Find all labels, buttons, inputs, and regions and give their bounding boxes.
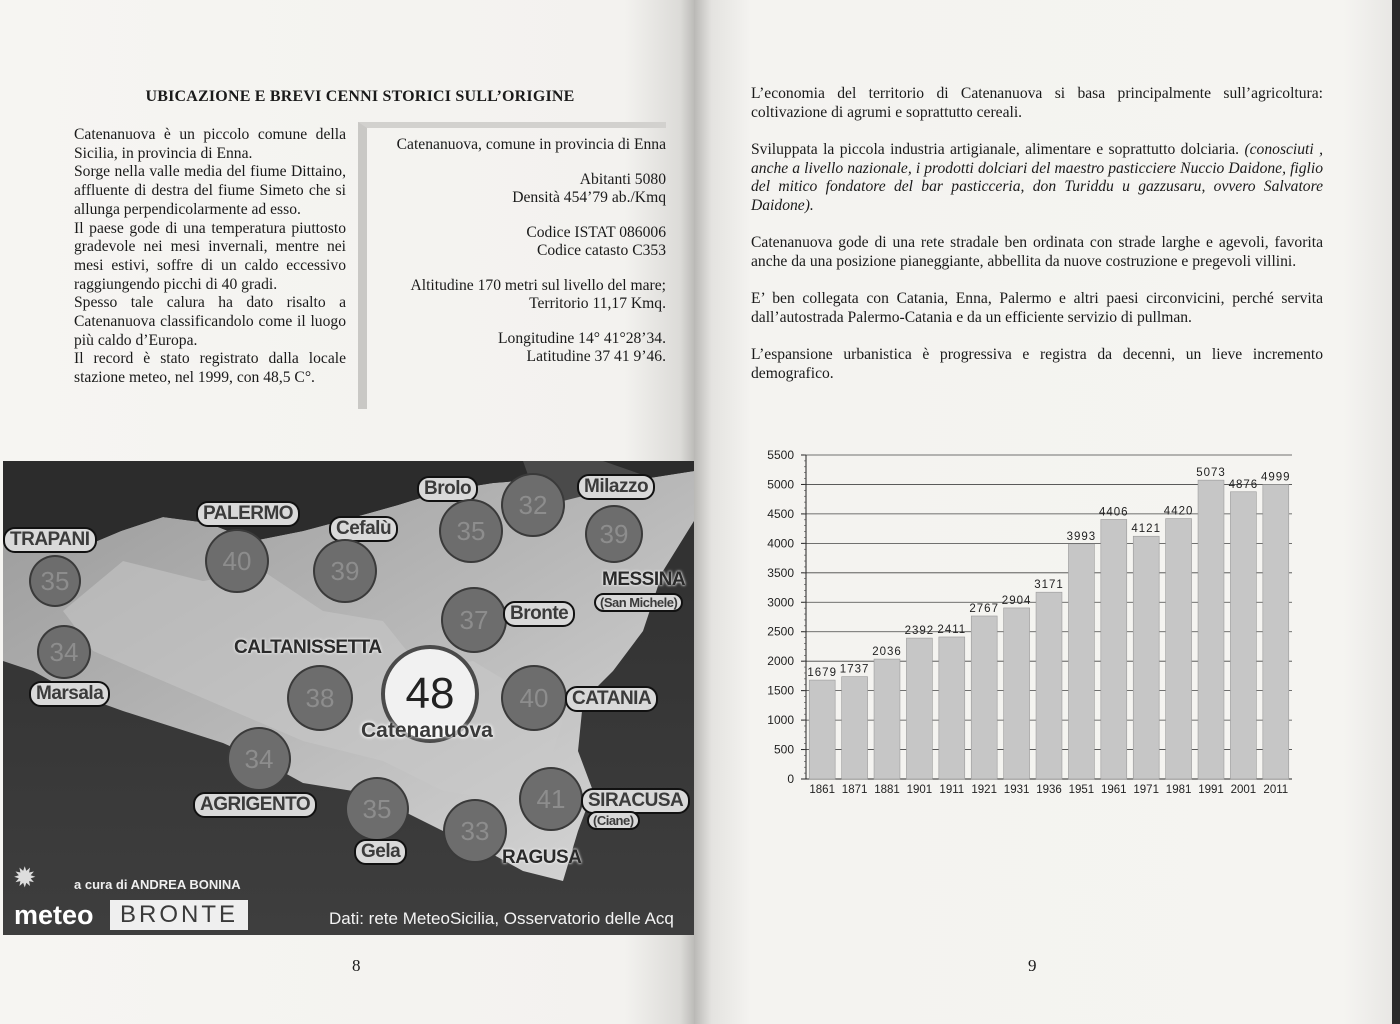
x-tick-label: 1901	[906, 784, 933, 796]
paragraph-industry-main: Sviluppata la piccola industria artigianale, alimentare e soprattutto dolciaria.	[751, 141, 1240, 158]
bar	[971, 616, 997, 779]
y-tick-label: 1500	[767, 683, 794, 698]
bar-value-label: 4406	[1099, 506, 1129, 519]
x-tick-label: 1991	[1198, 784, 1224, 796]
x-tick-label: 1951	[1068, 784, 1095, 796]
section-heading: UBICAZIONE E BREVI CENNI STORICI SULL’ORIGINE	[145, 88, 575, 105]
page-number-left: 8	[352, 956, 361, 975]
page-number-right: 9	[1028, 956, 1037, 975]
city-label-cefalu: Cefalù	[329, 516, 398, 542]
chart-x-axis	[809, 784, 1288, 796]
info-latitudine: Latitudine 37 41 9’46.	[526, 348, 666, 365]
info-coords	[381, 330, 666, 367]
city-label-marsala: Marsala	[29, 681, 110, 707]
info-codes	[381, 224, 666, 261]
bar-value-label: 2411	[937, 623, 967, 636]
temp-badge-bronte: 37	[443, 589, 505, 651]
temp-badge-gela: 35	[347, 779, 407, 839]
intro-paragraph: Il paese gode di una temperatura piuttosto gradevole nei mesi invernali, mentre nei mesi estivi, soffre di un caldo eccessivo raggiungendo picchi di 40 gradi.	[74, 219, 346, 293]
city-label-caltanissetta: CALTANISSETTA	[234, 637, 382, 658]
x-tick-label: 1971	[1133, 784, 1159, 796]
bar-value-label: 1737	[839, 663, 870, 676]
temp-badge-ragusa: 33	[445, 801, 505, 861]
bar	[1133, 536, 1159, 779]
bar	[1230, 492, 1256, 779]
bar	[874, 659, 900, 779]
meteo-bronte-logo	[10, 898, 250, 932]
bar-value-label: 5073	[1196, 467, 1226, 480]
y-tick-label: 2500	[767, 624, 794, 639]
y-tick-label: 4500	[767, 506, 794, 521]
temp-badge-messina: 39	[587, 507, 641, 561]
map-credit: a cura di ANDREA BONINA	[74, 877, 241, 892]
bar	[1036, 592, 1062, 779]
paragraph-urban-expansion: L’espansione urbanistica è progressiva e registra da decenni, un lieve incremento demografico.	[751, 346, 1323, 382]
bar	[1068, 544, 1094, 779]
temp-badge-trapani: 35	[31, 557, 79, 605]
info-comune: Catenanuova, comune in provincia di Enna	[396, 136, 666, 153]
y-tick-label: 1000	[767, 713, 794, 728]
bar	[1166, 519, 1192, 779]
info-geo	[381, 277, 666, 314]
paragraph-industry-note: (conosciuti , anche a livello nazionale, i prodotti dolciari del maestro pasticciere Nuccio Daidone, figlio del mitico fondatore del bar pasticceria, don Turiddu u gazzusaru, ovvero Salvatore Daidone).	[751, 141, 1323, 214]
paragraph-economy: L’economia del territorio di Catenanuova si basa principalmente sull’agricoltura: coltivazione di agrumi e soprattutto cereali.	[751, 85, 1323, 121]
left-page	[0, 0, 694, 1024]
population-bar-chart	[760, 440, 1320, 800]
intro-text	[74, 126, 346, 388]
y-tick-label: 2000	[767, 654, 794, 669]
x-tick-label: 2011	[1263, 784, 1289, 796]
city-label-gela: Gela	[354, 839, 407, 865]
temp-badge-milazzo: 32	[503, 475, 563, 535]
temp-badge-brolo: 35	[441, 501, 501, 561]
y-tick-label: 3000	[767, 595, 794, 610]
sun-icon: ✹	[13, 863, 37, 894]
x-tick-label: 1961	[1101, 784, 1127, 796]
intro-paragraph: Spesso tale calura ha dato risalto a Catenanuova classificandolo come il luogo più caldo d’Europa.	[74, 294, 346, 349]
y-tick-label: 3500	[767, 565, 794, 580]
x-tick-label: 1911	[939, 784, 965, 796]
temp-badge-agrigento: 34	[229, 729, 289, 789]
info-population	[381, 171, 666, 208]
intro-paragraph: Catenanuova è un piccolo comune della Sicilia, in provincia di Enna.	[74, 126, 346, 162]
bar-value-label: 3171	[1034, 579, 1064, 592]
info-box	[358, 122, 666, 409]
sicily-temperature-map	[3, 461, 694, 935]
bar	[809, 680, 835, 779]
bar	[1101, 519, 1127, 779]
city-label-agrigento: AGRIGENTO	[193, 792, 317, 818]
logo-bronte: BRONTE	[110, 900, 248, 930]
temp-badge-marsala: 34	[39, 627, 89, 677]
bar-value-label: 2392	[904, 625, 935, 638]
city-label-milazzo: Milazzo	[577, 474, 655, 500]
city-label-palermo: PALERMO	[196, 501, 300, 527]
intro-paragraph: Sorge nella valle media del fiume Dittaino, affluente di destra del fiume Simeto che si allunga perpendicolarmente ad esso.	[74, 163, 346, 218]
city-label-ciane: (Ciane)	[587, 811, 640, 830]
bar-value-label: 2904	[1001, 594, 1032, 607]
temp-badge-catenanuova: 48	[381, 645, 479, 743]
paragraph-roads: Catenanuova gode di una rete stradale ben ordinata con strade larghe e agevoli, favorita anche da una posizione pianeggiante, abbellita da nuove costruzione e pregevoli villini.	[751, 234, 1323, 270]
city-label-bronte: Bronte	[503, 601, 575, 627]
x-tick-label: 1871	[841, 784, 868, 796]
bar	[1004, 608, 1030, 779]
paragraph-connections: E’ ben collegata con Catania, Enna, Palermo e altri paesi circonvicini, perché servita dall’autostrada Palermo-Catania e da un efficiente servizio di pullman.	[751, 290, 1323, 326]
y-tick-label: 0	[787, 772, 794, 786]
bar-value-label: 3993	[1066, 530, 1097, 543]
x-tick-label: 2001	[1230, 784, 1257, 796]
x-tick-label: 1881	[874, 784, 900, 796]
bar-value-label: 4999	[1261, 471, 1291, 484]
x-tick-label: 1936	[1036, 784, 1062, 796]
temp-badge-caltanissetta: 38	[289, 667, 351, 729]
city-label-messina: MESSINA	[602, 569, 686, 590]
bar-value-label: 4876	[1228, 478, 1259, 491]
info-abitanti: Abitanti 5080	[579, 170, 666, 188]
bar	[906, 638, 932, 779]
temp-badge-catania: 40	[503, 667, 565, 729]
city-label-siracusa: SIRACUSA	[581, 788, 690, 814]
bar-value-label: 4121	[1131, 523, 1161, 536]
x-tick-label: 1921	[971, 784, 997, 796]
y-tick-label: 4000	[767, 536, 794, 551]
logo-meteo: meteo	[14, 900, 94, 930]
x-tick-label: 1981	[1165, 784, 1192, 796]
x-tick-label: 1931	[1003, 784, 1030, 796]
city-label-san-michele: (San Michele)	[594, 593, 683, 612]
paragraph-industry	[751, 141, 1323, 215]
bar	[1263, 485, 1289, 779]
city-label-catania: CATANIA	[565, 686, 658, 712]
city-label-catenanuova: Catenanuova	[361, 719, 493, 742]
y-tick-label: 5000	[767, 477, 794, 492]
temp-badge-siracusa: 41	[521, 769, 581, 829]
chart-bars	[809, 480, 1289, 779]
temp-badge-cefalu: 39	[315, 541, 375, 601]
bar	[1198, 480, 1224, 779]
city-label-brolo: Brolo	[417, 476, 478, 502]
info-territorio: Territorio 11,17 Kmq.	[529, 295, 666, 312]
info-longitudine: Longitudine 14° 41°28’34.	[498, 329, 666, 347]
info-densita: Densità 454’79 ab./Kmq	[512, 189, 666, 206]
bar	[939, 637, 965, 779]
x-tick-label: 1861	[809, 784, 835, 796]
map-data-source: Dati: rete MeteoSicilia, Osservatorio delle Acq	[329, 909, 674, 928]
bar-value-label: 2767	[969, 602, 999, 615]
book-edge	[1392, 0, 1400, 1024]
temp-badge-palermo: 40	[207, 531, 267, 591]
intro-paragraph: Il record è stato registrato dalla locale stazione meteo, nel 1999, con 48,5 C°.	[74, 350, 346, 387]
bar	[842, 677, 868, 779]
info-altitudine: Altitudine 170 metri sul livello del mare;	[410, 276, 666, 294]
y-tick-label: 5500	[767, 448, 794, 462]
bar-value-label: 2036	[872, 646, 902, 659]
city-label-trapani: TRAPANI	[3, 527, 97, 553]
bar-value-label: 4420	[1163, 505, 1194, 518]
info-istat: Codice ISTAT 086006	[526, 223, 666, 241]
city-label-ragusa: RAGUSA	[502, 847, 582, 868]
info-catasto: Codice catasto C353	[536, 242, 666, 259]
y-tick-label: 500	[773, 742, 794, 757]
bar-value-label: 1679	[807, 667, 837, 680]
